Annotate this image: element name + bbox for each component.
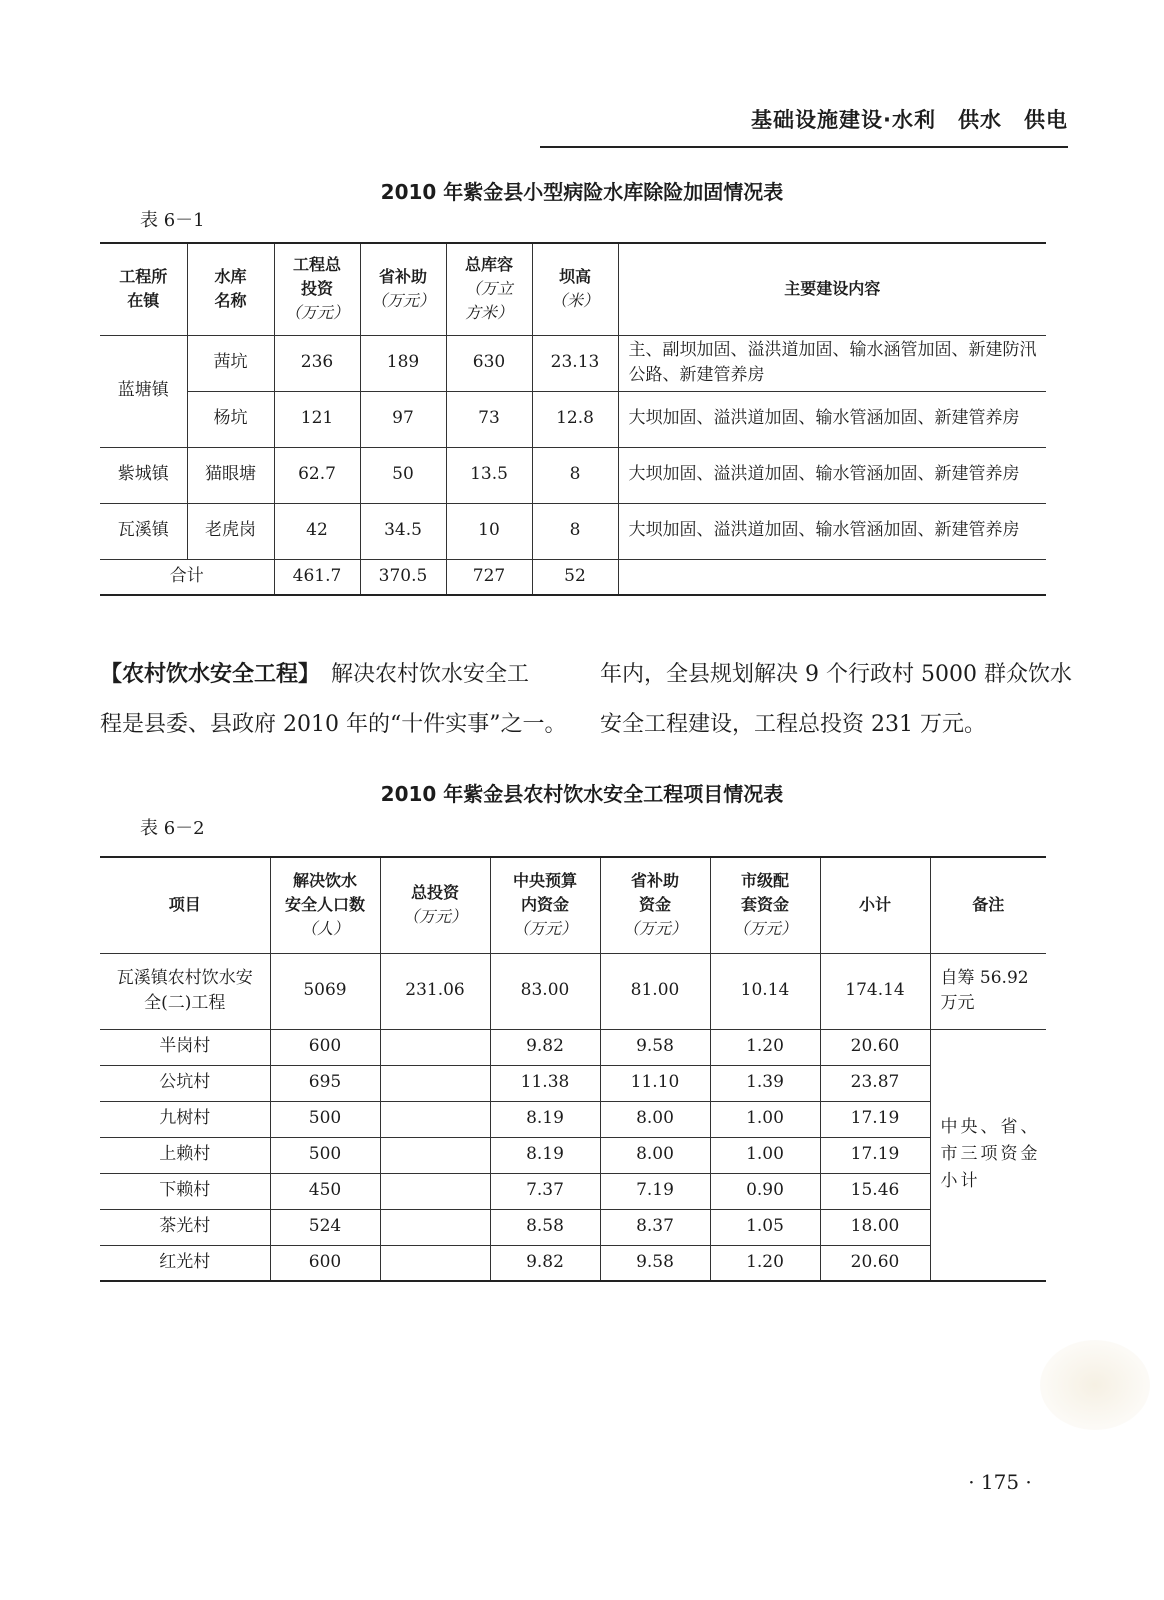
cell-subsidy: 189 xyxy=(360,335,446,391)
cell-population: 500 xyxy=(270,1137,380,1173)
paragraph-left-line2: 程是县委、县政府 2010 年的“十件实事”之一。 xyxy=(100,712,567,737)
cell-subtotal: 20.60 xyxy=(820,1029,930,1065)
total-row xyxy=(100,559,1046,595)
paragraph-right-line2: 安全工程建设，工程总投资 231 万元。 xyxy=(600,712,986,737)
th-reservoir: 水库 名称 xyxy=(187,243,274,335)
cell-subtotal: 174.14 xyxy=(820,953,930,1029)
table-row xyxy=(100,1209,1046,1245)
paragraph-right xyxy=(600,650,1072,750)
cell-provincial-fund: 8.37 xyxy=(600,1209,710,1245)
cell-provincial-fund: 9.58 xyxy=(600,1245,710,1281)
cell-provincial-fund: 8.00 xyxy=(600,1137,710,1173)
cell-subsidy: 34.5 xyxy=(360,503,446,559)
table1-number: 表 6－1 xyxy=(140,210,205,231)
cell-project: 瓦溪镇农村饮水安全(二)工程 xyxy=(100,953,270,1029)
th-total-investment: 总投资 （万元） xyxy=(380,857,490,953)
cell-capacity: 10 xyxy=(446,503,532,559)
table-row xyxy=(100,447,1046,503)
cell-central-fund: 8.58 xyxy=(490,1209,600,1245)
th-investment: 工程总 投资 （万元） xyxy=(274,243,360,335)
cell-total-investment: 231.06 xyxy=(380,953,490,1029)
cell-provincial-fund: 11.10 xyxy=(600,1065,710,1101)
cell-city-fund: 0.90 xyxy=(710,1173,820,1209)
cell-central-fund: 11.38 xyxy=(490,1065,600,1101)
table2-header-row xyxy=(100,857,1046,953)
cell-total-investment xyxy=(380,1101,490,1137)
cell-project: 红光村 xyxy=(100,1245,270,1281)
cell-provincial-fund: 8.00 xyxy=(600,1101,710,1137)
cell-content: 大坝加固、溢洪道加固、输水管涵加固、新建管养房 xyxy=(618,447,1046,503)
cell-subsidy: 50 xyxy=(360,447,446,503)
th-provincial-fund: 省补助 资金 （万元） xyxy=(600,857,710,953)
cell-population: 500 xyxy=(270,1101,380,1137)
cell-total-subsidy: 370.5 xyxy=(360,559,446,595)
cell-project: 半岗村 xyxy=(100,1029,270,1065)
cell-city-fund: 1.05 xyxy=(710,1209,820,1245)
cell-investment: 42 xyxy=(274,503,360,559)
cell-provincial-fund: 7.19 xyxy=(600,1173,710,1209)
cell-central-fund: 8.19 xyxy=(490,1101,600,1137)
cell-city-fund: 1.39 xyxy=(710,1065,820,1101)
cell-project: 茶光村 xyxy=(100,1209,270,1245)
cell-town: 蓝塘镇 xyxy=(100,335,187,447)
cell-investment: 236 xyxy=(274,335,360,391)
th-dam-height: 坝高 （米） xyxy=(532,243,618,335)
cell-population: 450 xyxy=(270,1173,380,1209)
cell-total-investment xyxy=(380,1029,490,1065)
table2-number: 表 6－2 xyxy=(140,818,205,839)
cell-content: 大坝加固、溢洪道加固、输水管涵加固、新建管养房 xyxy=(618,391,1046,447)
cell-content: 主、副坝加固、溢洪道加固、输水涵管加固、新建防汛公路、新建管养房 xyxy=(618,335,1046,391)
paper-stain xyxy=(1040,1340,1150,1430)
cell-project: 公坑村 xyxy=(100,1065,270,1101)
cell-town: 紫城镇 xyxy=(100,447,187,503)
cell-subtotal: 20.60 xyxy=(820,1245,930,1281)
cell-capacity: 13.5 xyxy=(446,447,532,503)
cell-central-fund: 9.82 xyxy=(490,1245,600,1281)
cell-city-fund: 1.20 xyxy=(710,1029,820,1065)
th-project: 项目 xyxy=(100,857,270,953)
cell-total-dam-height: 52 xyxy=(532,559,618,595)
cell-reservoir: 杨坑 xyxy=(187,391,274,447)
cell-central-fund: 8.19 xyxy=(490,1137,600,1173)
header-rule xyxy=(540,146,1068,148)
cell-central-fund: 9.82 xyxy=(490,1029,600,1065)
table-row xyxy=(100,503,1046,559)
cell-remark: 自筹 56.92 万元 xyxy=(930,953,1046,1029)
th-content: 主要建设内容 xyxy=(618,243,1046,335)
reservoir-table xyxy=(100,242,1046,596)
th-subtotal: 小计 xyxy=(820,857,930,953)
table-row xyxy=(100,1101,1046,1137)
cell-subtotal: 15.46 xyxy=(820,1173,930,1209)
cell-subtotal: 18.00 xyxy=(820,1209,930,1245)
th-town: 工程所 在镇 xyxy=(100,243,187,335)
table-row xyxy=(100,335,1046,391)
cell-project: 下赖村 xyxy=(100,1173,270,1209)
th-subsidy: 省补助 （万元） xyxy=(360,243,446,335)
table2-title: 2010 年紫金县农村饮水安全工程项目情况表 xyxy=(380,782,784,806)
cell-population: 524 xyxy=(270,1209,380,1245)
cell-dam-height: 23.13 xyxy=(532,335,618,391)
paragraph-left-line1: 解决农村饮水安全工 xyxy=(309,662,530,687)
cell-village-remark: 中央、省、市三项资金小计 xyxy=(930,1029,1046,1281)
table1-title: 2010 年紫金县小型病险水库除险加固情况表 xyxy=(380,180,784,204)
table1-header-row xyxy=(100,243,1046,335)
table-row xyxy=(100,1245,1046,1281)
cell-total-investment xyxy=(380,1173,490,1209)
paragraph-left xyxy=(100,650,567,750)
table-row xyxy=(100,1137,1046,1173)
cell-investment: 121 xyxy=(274,391,360,447)
cell-population: 600 xyxy=(270,1029,380,1065)
cell-subtotal: 17.19 xyxy=(820,1101,930,1137)
cell-provincial-fund: 81.00 xyxy=(600,953,710,1029)
table-row xyxy=(100,953,1046,1029)
cell-total-investment xyxy=(380,1137,490,1173)
table-row xyxy=(100,1029,1046,1065)
cell-project: 九树村 xyxy=(100,1101,270,1137)
cell-subtotal: 17.19 xyxy=(820,1137,930,1173)
cell-total-investment xyxy=(380,1065,490,1101)
table-row xyxy=(100,1173,1046,1209)
paragraph-heading: 【农村饮水安全工程】 xyxy=(100,662,310,687)
cell-capacity: 630 xyxy=(446,335,532,391)
cell-total-investment xyxy=(380,1245,490,1281)
th-city-fund: 市级配 套资金 （万元） xyxy=(710,857,820,953)
cell-project: 上赖村 xyxy=(100,1137,270,1173)
cell-city-fund: 1.00 xyxy=(710,1101,820,1137)
cell-subtotal: 23.87 xyxy=(820,1065,930,1101)
cell-central-fund: 83.00 xyxy=(490,953,600,1029)
page-number: · 175 · xyxy=(968,1470,1032,1494)
cell-investment: 62.7 xyxy=(274,447,360,503)
table-row xyxy=(100,391,1046,447)
cell-city-fund: 1.00 xyxy=(710,1137,820,1173)
cell-city-fund: 10.14 xyxy=(710,953,820,1029)
table-row xyxy=(100,1065,1046,1101)
paragraph-right-line1: 年内，全县规划解决 9 个行政村 5000 群众饮水 xyxy=(600,662,1072,687)
cell-total-capacity: 727 xyxy=(446,559,532,595)
cell-reservoir: 茜坑 xyxy=(187,335,274,391)
cell-dam-height: 8 xyxy=(532,447,618,503)
cell-subsidy: 97 xyxy=(360,391,446,447)
cell-reservoir: 猫眼塘 xyxy=(187,447,274,503)
cell-capacity: 73 xyxy=(446,391,532,447)
cell-total-label: 合计 xyxy=(100,559,274,595)
cell-central-fund: 7.37 xyxy=(490,1173,600,1209)
th-central-fund: 中央预算 内资金 （万元） xyxy=(490,857,600,953)
cell-city-fund: 1.20 xyxy=(710,1245,820,1281)
cell-population: 695 xyxy=(270,1065,380,1101)
cell-reservoir: 老虎岗 xyxy=(187,503,274,559)
th-population: 解决饮水 安全人口数 （人） xyxy=(270,857,380,953)
running-header: 基础设施建设·水利 供水 供电 xyxy=(751,108,1068,132)
cell-content: 大坝加固、溢洪道加固、输水管涵加固、新建管养房 xyxy=(618,503,1046,559)
water-safety-table xyxy=(100,856,1046,1282)
cell-town: 瓦溪镇 xyxy=(100,503,187,559)
cell-total-content xyxy=(618,559,1046,595)
cell-dam-height: 12.8 xyxy=(532,391,618,447)
cell-total-investment: 461.7 xyxy=(274,559,360,595)
cell-provincial-fund: 9.58 xyxy=(600,1029,710,1065)
th-remark: 备注 xyxy=(930,857,1046,953)
cell-total-investment xyxy=(380,1209,490,1245)
cell-population: 600 xyxy=(270,1245,380,1281)
cell-population: 5069 xyxy=(270,953,380,1029)
cell-dam-height: 8 xyxy=(532,503,618,559)
th-capacity: 总库容 （万立 方米） xyxy=(446,243,532,335)
